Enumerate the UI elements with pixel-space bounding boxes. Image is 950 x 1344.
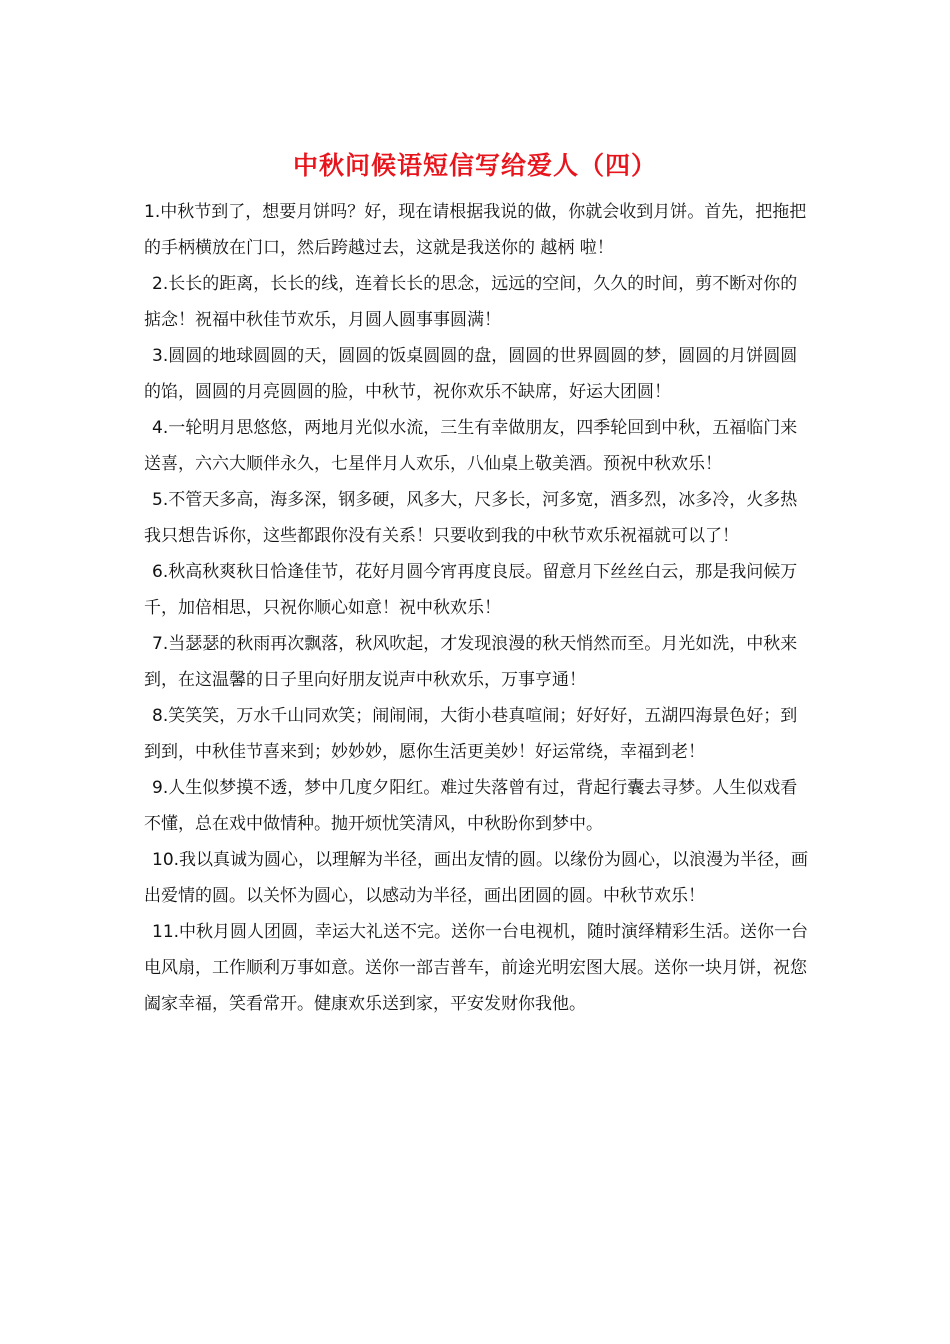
- document-title: 中秋问候语短信写给爱人（四）: [292, 151, 657, 180]
- message-item-4: 4.一轮明月思悠悠，两地月光似水流，三生有幸做朋友，四季轮回到中秋，五福临门来送喜，六六大顺伴永久，七星伴月人欢乐，八仙桌上敬美酒。预祝中秋欢乐！: [144, 418, 798, 474]
- message-item-11: 11.中秋月圆人团圆，幸运大礼送不完。送你一台电视机，随时演绎精彩生活。送你一台电风扇，工作顺利万事如意。送你一部吉普车，前途光明宏图大展。送你一块月饼，祝您阖家幸福，笑看常开。健康欢乐送到家，平安发财你我他。: [144, 922, 809, 1014]
- message-item-6: 6.秋高秋爽秋日恰逢佳节，花好月圆今宵再度良辰。留意月下丝丝白云，那是我问候万千，加倍相思，只祝你顺心如意！祝中秋欢乐！: [144, 562, 798, 618]
- message-item-8: 8.笑笑笑，万水千山同欢笑；闹闹闹，大街小巷真喧闹；好好好，五湖四海景色好；到到到，中秋佳节喜来到；妙妙妙，愿你生活更美妙！好运常绕，幸福到老！: [144, 706, 798, 762]
- message-item-2: 2.长长的距离，长长的线，连着长长的思念，远远的空间，久久的时间，剪不断对你的掂念！祝福中秋佳节欢乐，月圆人圆事事圆满！: [144, 274, 798, 330]
- message-item-7: 7.当瑟瑟的秋雨再次飘落，秋风吹起，才发现浪漫的秋天悄然而至。月光如洗，中秋来到，在这温馨的日子里向好朋友说声中秋欢乐，万事亨通！: [144, 634, 798, 690]
- document-body: [144, 194, 812, 1022]
- message-item-9: 9.人生似梦摸不透，梦中几度夕阳红。难过失落曾有过，背起行囊去寻梦。人生似戏看不懂，总在戏中做情种。抛开烦忧笑清风，中秋盼你到梦中。: [144, 778, 798, 834]
- message-item-1: 1.中秋节到了，想要月饼吗？好，现在请根据我说的做，你就会收到月饼。首先，把拖把的手柄横放在门口，然后跨越过去，这就是我送你的 越柄 啦！: [144, 202, 807, 258]
- message-item-10: 10.我以真诚为圆心，以理解为半径，画出友情的圆。以缘份为圆心，以浪漫为半径，画出爱情的圆。以关怀为圆心，以感动为半径，画出团圆的圆。中秋节欢乐！: [144, 850, 809, 906]
- message-item-5: 5.不管天多高，海多深，钢多硬，风多大，尺多长，河多宽，酒多烈，冰多冷，火多热 我只想告诉你，这些都跟你没有关系！只要收到我的中秋节欢乐祝福就可以了！: [144, 490, 798, 546]
- message-item-3: 3.圆圆的地球圆圆的天，圆圆的饭桌圆圆的盘，圆圆的世界圆圆的梦，圆圆的月饼圆圆的馅，圆圆的月亮圆圆的脸，中秋节，祝你欢乐不缺席，好运大团圆！: [144, 346, 798, 402]
